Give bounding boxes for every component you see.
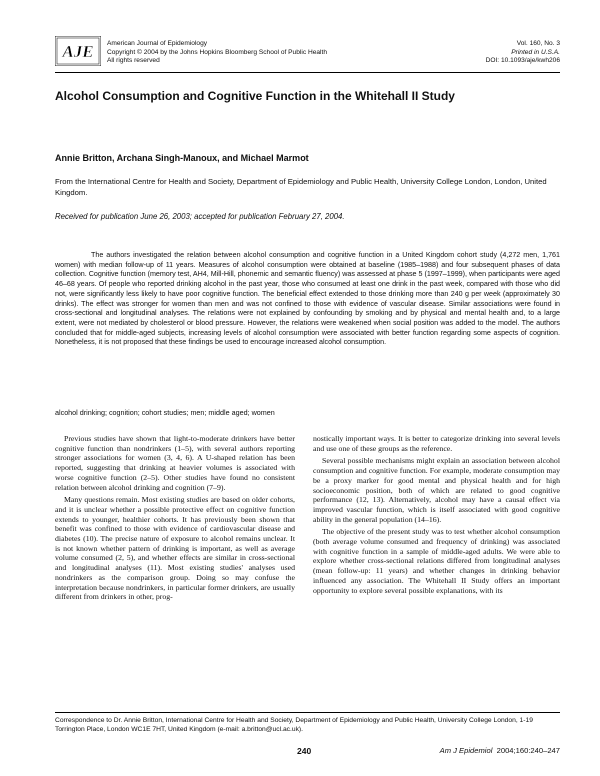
publication-dates: Received for publication June 26, 2003; accepted for publication February 27, 2004. bbox=[55, 212, 345, 221]
body-paragraph: Several possible mechanisms might explain an association between alcohol consumption and cognitive function. For example, moderate consumption may be a proxy marker for good mental and physical health and for high socioeconomic position, both of which are related to good cognitive performance (12, 13). Alternatively, alcohol may have a causal effect via improved vascular function, which is itself associated with good cognitive ability in the general population (14–16). bbox=[313, 456, 560, 524]
body-paragraph: nostically important ways. It is better to categorize drinking into several levels and use one of these groups as the reference. bbox=[313, 434, 560, 453]
citation-ref: 2004;160:240–247 bbox=[496, 746, 560, 755]
body-paragraph: Many questions remain. Most existing studies are based on older cohorts, and it is unclear whether a possible protective effect on cognitive function extends to younger, healthier cohorts. It has previously been shown that benefit was confined to those with evidence of cardiovascular disease and diabetes (10). The precise nature of exposure to alcohol remains unclear. It is not known whether pattern of drinking is important, as well as average volume consumed (2, 5), and whether effects are similar in cross-sectional and longitudinal analyses (11). Most existing studies' analyses used nondrinkers as the comparison group. Doing so may confuse the interpretation because nondrinkers, in particular former drinkers, are usually different from drinkers in other, prog- bbox=[55, 495, 295, 602]
footnote-rule bbox=[55, 712, 560, 713]
author-affiliation: From the International Centre for Health and Society, Department of Epidemiology and Public Health, University College London, London, United Kingdom. bbox=[55, 177, 547, 197]
body-paragraph: Previous studies have shown that light-to-moderate drinkers have better cognitive function than nondrinkers (1–5), with several authors reporting stronger associations for women (3, 4, 6). A U-shaped relation has been reported, suggesting that drinking at heavier volumes is associated with worse cognitive function (2–5). Other studies have found no consistent relation between alcohol drinking and cognition (7–9). bbox=[55, 434, 295, 492]
abstract: The authors investigated the relation between alcohol consumption and cognitive function in a United Kingdom cohort study (4,272 men, 1,761 women) with median follow-up of 11 years. Measures of alcohol consumption were obtained at baseline (1985–1988) and four subsequent phases of data collection. Cognitive function (memory test, AH4, Mill-Hill, phonemic and semantic fluency) was assessed at phase 5 (1997–1999), when participants were aged 46–68 years. Of people who reported drinking alcohol in the past year, those who consumed at least one drink in the past week, compared with those who did not, were significantly less likely to have poor cognitive function. The beneficial effect extended to those drinking more than 240 g per week (approximately 30 drinks). The effect was stronger for women than men and was not confined to those with evidence of vascular disease. Similar associations were found in cross-sectional and longitudinal analyses. The relations were not explained by confounding by smoking and by physical and mental health and, to a large extent, were not mediated by cholesterol or blood pressure. However, the relations were weakened when social position was added to the model. The authors concluded that for middle-aged subjects, increasing levels of alcohol consumption were associated with better function regarding some aspects of cognition. Nonetheless, it is not proposed that these findings be used to encourage increased alcohol consumption. bbox=[55, 251, 560, 347]
citation-journal: Am J Epidemiol bbox=[439, 746, 493, 755]
copyright-line: Copyright © 2004 by the Johns Hopkins Bloomberg School of Public Health bbox=[107, 48, 328, 56]
doi-line: DOI: 10.1093/aje/kwh206 bbox=[485, 57, 560, 65]
issue-info bbox=[486, 40, 560, 66]
journal-info bbox=[107, 40, 327, 66]
correspondence-note: Correspondence to Dr. Annie Britton, International Centre for Health and Society, Department of Epidemiology and Public Health, University College London, 1-19 Torrington Place, London WC1E 7HT, United Kingdom (e-mail: a.britton@ucl.ac.uk). bbox=[55, 717, 533, 733]
svg-text:AJE: AJE bbox=[62, 42, 94, 61]
page-number: 240 bbox=[297, 746, 312, 756]
body-column-left bbox=[55, 434, 295, 605]
body-column-right bbox=[313, 434, 560, 598]
printed-line: Printed in U.S.A. bbox=[511, 48, 560, 56]
body-paragraph: The objective of the present study was to test whether alcohol consumption (both average volume consumed and frequency of drinking) was associated with cognitive function in a sample of middle-aged adults. We were able to explore whether cross-sectional relations differed from longitudinal analyses (mean follow-up: 11 years) and whether changes in drinking behavior influenced any association. The Whitehall II Study offers an important opportunity to explore several possible explanations, with its bbox=[313, 527, 560, 595]
journal-header bbox=[55, 36, 560, 70]
article-title: Alcohol Consumption and Cognitive Function in the Whitehall II Study bbox=[55, 89, 455, 103]
rights-line: All rights reserved bbox=[107, 57, 160, 65]
journal-name: American Journal of Epidemiology bbox=[107, 40, 208, 47]
journal-logo bbox=[55, 36, 101, 66]
header-rule bbox=[55, 72, 560, 73]
keywords: alcohol drinking; cognition; cohort studies; men; middle aged; women bbox=[55, 408, 275, 417]
volume-line: Vol. 160, No. 3 bbox=[516, 40, 560, 47]
journal-citation bbox=[440, 746, 560, 755]
article-authors: Annie Britton, Archana Singh-Manoux, and Michael Marmot bbox=[55, 153, 309, 163]
